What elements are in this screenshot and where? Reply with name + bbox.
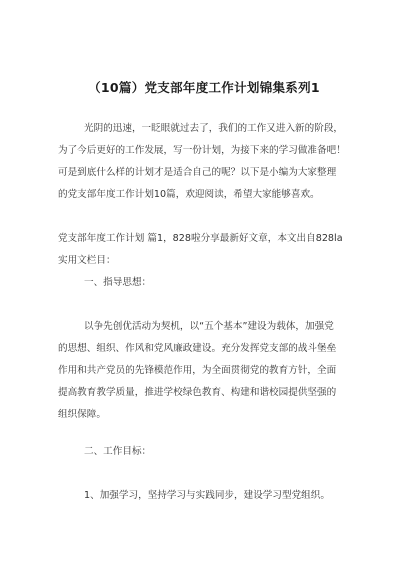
- intro-line: 光阴的迅速，一眨眼就过去了，我们的工作又进入新的阶段，: [84, 123, 344, 134]
- body-line: 作用和共产党员的先锋模范作用，为全面贯彻党的教育方针，全面: [58, 365, 337, 376]
- body-line: 的思想、组织、作风和党风廉政建设。充分发挥党支部的战斗堡垒: [58, 343, 337, 354]
- source-line: 党支部年度工作计划 篇1，828啦分享最新好文章，本文出自828la: [58, 233, 343, 244]
- source-line: 实用文栏目：: [58, 255, 116, 266]
- intro-line: 的党支部年度工作计划10篇，欢迎阅读，希望大家能够喜欢。: [58, 189, 320, 200]
- section-heading-2: [58, 441, 358, 463]
- guiding-thought-paragraph: [58, 316, 358, 426]
- source-paragraph: [58, 228, 358, 272]
- section-heading-text: 一、指导思想：: [84, 277, 152, 288]
- goal-item-text: 1、加强学习，坚持学习与实践同步，建设学习型党组织。: [84, 490, 330, 501]
- body-line: 提高教育教学质量，推进学校绿色教育、构建和谐校园提供坚强的: [58, 387, 337, 398]
- section-heading-1: [58, 272, 358, 294]
- body-line: 组织保障。: [58, 409, 106, 420]
- intro-line: 可是到底什么样的计划才是适合自己的呢？以下是小编为大家整理: [58, 167, 337, 178]
- document-title: （10篇）党支部年度工作计划锦集系列1: [88, 80, 320, 95]
- goal-item-1: [58, 485, 358, 507]
- intro-line: 为了今后更好的工作发展，写一份计划，为接下来的学习做准备吧！: [58, 145, 346, 156]
- section-heading-text: 二、工作目标：: [84, 446, 152, 457]
- body-line: 以争先创优活动为契机，以“五个基本”建设为载体，加强党: [84, 321, 334, 332]
- intro-paragraph: [58, 118, 358, 206]
